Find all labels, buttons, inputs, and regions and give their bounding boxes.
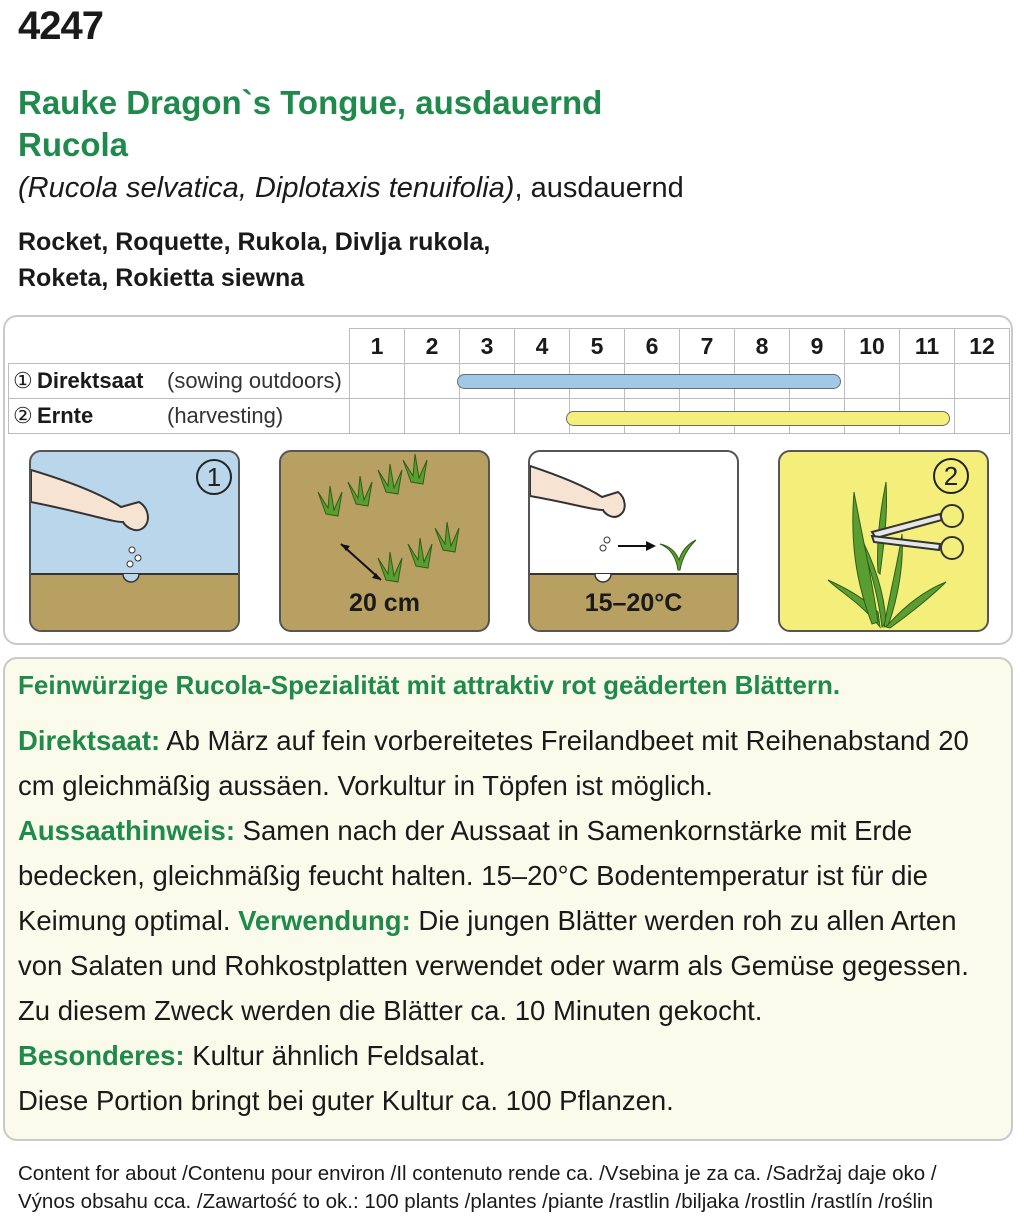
harvesting-pictogram: [778, 450, 989, 632]
common-names-line1: Rocket, Roquette, Rukola, Divlja rukola,: [18, 228, 491, 256]
direktsaat-label: Direktsaat:: [18, 725, 161, 756]
verwendung-label: Verwendung:: [238, 905, 411, 936]
besonderes-text: Kultur ähnlich Feldsalat.: [184, 1040, 486, 1071]
latin-name: (Rucola selvatica, Diplotaxis tenuifolia): [18, 172, 515, 204]
month-header: 7: [680, 329, 735, 364]
row-name: Direktsaat: [37, 368, 144, 393]
portion-text: Diese Portion bringt bei guter Kultur ca. 100 Pflanzen.: [18, 1085, 674, 1116]
month-header: 10: [845, 329, 900, 364]
latin-suffix: , ausdauernd: [514, 172, 684, 204]
month-header: 4: [515, 329, 570, 364]
row-number: ①: [13, 368, 33, 393]
row-name: Ernte: [37, 403, 94, 428]
month-header: 1: [350, 329, 405, 364]
sowing-period-bar: [457, 374, 841, 389]
calendar-month-row: [9, 329, 1010, 364]
direktsaat-text: Ab März auf fein vorbereitetes Freilandbeet mit Reihenabstand 20 cm gleichmäßig aussäen. Vorkultur in Töpfen ist möglich.: [18, 725, 969, 801]
content-footer: [18, 1160, 937, 1216]
month-header: 8: [735, 329, 790, 364]
harvest-period-bar: [566, 411, 950, 426]
month-header: 11: [900, 329, 955, 364]
row-number: ②: [13, 403, 33, 428]
spacing-pictogram: [279, 450, 490, 632]
product-number: 4247: [18, 4, 103, 48]
aussaat-label: Aussaathinweis:: [18, 815, 236, 846]
common-names-line2: Roketa, Rokietta siewna: [18, 264, 305, 292]
harvest-badge: 2: [943, 461, 959, 491]
latin-name-line: [18, 172, 684, 205]
germination-caption: 15–20°C: [584, 589, 683, 617]
besonderes-label: Besonderes:: [18, 1040, 185, 1071]
footer-line1: Content for about /Contenu pour environ /Il contenuto rende ca. /Vsebina je za ca. /Sadržaj daje oko /: [18, 1162, 937, 1185]
description-text: [18, 718, 1003, 1123]
month-header: 9: [790, 329, 845, 364]
germination-pictogram: [528, 450, 739, 632]
row-label-harvest: [9, 399, 350, 434]
sowing-badge: 1: [206, 462, 222, 492]
product-title: Rauke Dragon`s Tongue, ausdauernd: [18, 84, 603, 121]
description-headline: Feinwürzige Rucola-Spezialität mit attraktiv rot geäderten Blättern.: [18, 670, 841, 700]
row-translation: (harvesting): [167, 403, 284, 428]
month-header: 3: [460, 329, 515, 364]
aussaat-text: Samen nach der Aussaat in Samenkornstärke mit Erde bedecken, gleichmäßig feucht halten. 15–20°C Bodentemperatur ist für die Keimung optimal.: [18, 815, 928, 936]
month-header: 5: [570, 329, 625, 364]
row-translation: (sowing outdoors): [167, 368, 342, 393]
month-header: 2: [405, 329, 460, 364]
row-label-sowing: [9, 364, 350, 399]
month-header: 6: [625, 329, 680, 364]
footer-line2: Výnos obsahu cca. /Zawartość to ok.: 100 plants /plantes /piante /rastlin /biljaka /rostlin /rastlín /roślin: [18, 1190, 933, 1213]
product-subtitle: Rucola: [18, 126, 129, 163]
verwendung-text: Die jungen Blätter werden roh zu allen Arten von Salaten und Rohkostplatten verwendet oder warm als Gemüse gegessen. Zu diesem Zweck werden die Blätter ca. 10 Minuten gekocht.: [18, 905, 969, 1026]
month-header: 12: [955, 329, 1010, 364]
spacing-caption: 20 cm: [349, 589, 420, 617]
sowing-pictogram: [29, 450, 240, 632]
calendar-corner: [9, 329, 350, 364]
